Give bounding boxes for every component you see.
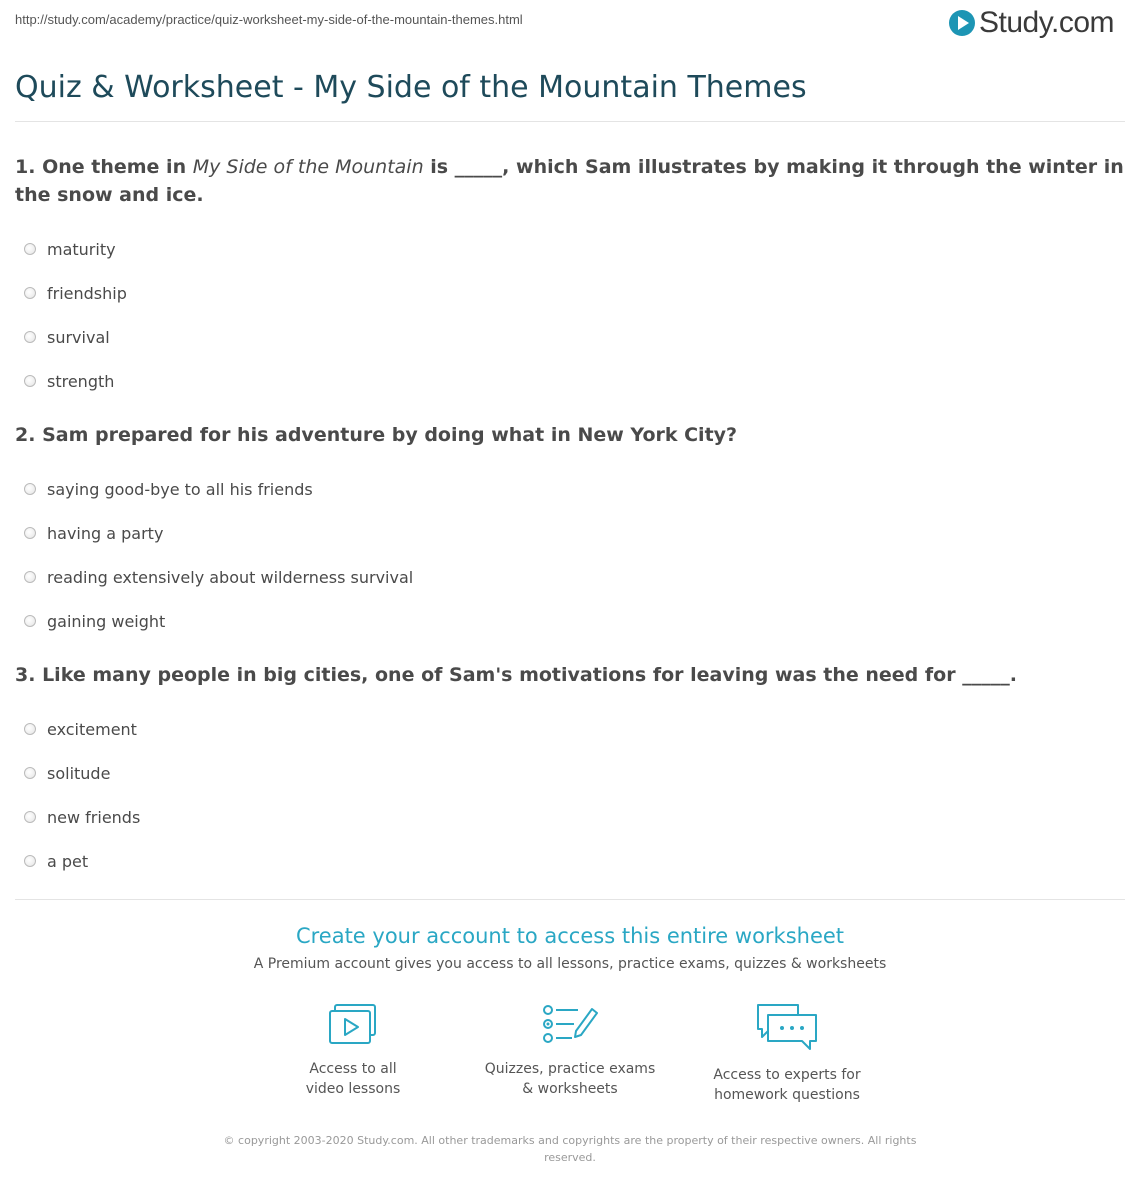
feature-label: Quizzes, practice exams & worksheets [484,1061,656,1097]
radio-button[interactable] [24,483,36,495]
feature-label: Access to experts for homework questions [713,1067,861,1103]
radio-button[interactable] [24,375,36,387]
question-1-options [15,227,1125,403]
answer-option[interactable] [15,707,1125,751]
answer-option[interactable] [15,467,1125,511]
section-divider [15,899,1125,900]
premium-features [0,1003,1140,1105]
answer-option[interactable] [15,839,1125,883]
feature-label: Access to all video lessons [305,1061,401,1097]
option-label: survival [47,327,110,347]
answer-option[interactable] [15,271,1125,315]
question-2-text: 2. Sam prepared for his adventure by doing what in New York City? [15,424,738,446]
question-3 [15,661,1125,883]
copyright-footer: © copyright 2003-2020 Study.com. All other trademarks and copyrights are the property of their respective owners. All rights reserved. [223,1134,917,1164]
video-lessons-icon [327,1003,379,1047]
option-label: solitude [47,763,111,783]
question-1-text: 1. One theme in My Side of the Mountain is _____, which Sam illustrates by making it through the winter in the snow and ice. [15,156,1124,206]
question-1 [15,153,1125,403]
option-label: reading extensively about wilderness survival [47,567,414,587]
page-url: http://study.com/academy/practice/quiz-worksheet-my-side-of-the-mountain-themes.html [15,12,523,27]
feature-video-lessons [245,1003,462,1105]
answer-option[interactable] [15,795,1125,839]
radio-button[interactable] [24,855,36,867]
answer-option[interactable] [15,555,1125,599]
option-label: having a party [47,523,164,543]
question-3-text: 3. Like many people in big cities, one of Sam's motivations for leaving was the need for _____. [15,664,1017,686]
feature-experts [679,1003,896,1105]
answer-option[interactable] [15,599,1125,643]
radio-button[interactable] [24,811,36,823]
feature-quizzes [462,1003,679,1105]
option-label: maturity [47,239,116,259]
option-label: gaining weight [47,611,166,631]
radio-button[interactable] [24,767,36,779]
answer-option[interactable] [15,227,1125,271]
logo-text: Study.com [979,6,1114,39]
cta-title[interactable]: Create your account to access this entire worksheet [295,924,845,948]
question-3-options [15,707,1125,883]
radio-button[interactable] [24,331,36,343]
answer-option[interactable] [15,511,1125,555]
answer-option[interactable] [15,315,1125,359]
question-2-options [15,467,1125,643]
play-logo-icon [949,10,975,36]
option-label: a pet [47,851,89,871]
radio-button[interactable] [24,615,36,627]
option-label: strength [47,371,115,391]
study-logo[interactable] [949,6,1114,40]
radio-button[interactable] [24,723,36,735]
quiz-checklist-icon [542,1003,598,1047]
option-label: friendship [47,283,127,303]
cta-subtitle: A Premium account gives you access to all lessons, practice exams, quizzes & worksheets [253,956,887,972]
option-label: saying good-bye to all his friends [47,479,313,499]
radio-button[interactable] [24,243,36,255]
page-title: Quiz & Worksheet - My Side of the Mountain Themes [15,70,807,105]
signup-cta [0,924,1140,972]
answer-option[interactable] [15,751,1125,795]
radio-button[interactable] [24,527,36,539]
question-2 [15,421,1125,643]
radio-button[interactable] [24,571,36,583]
chat-bubbles-icon [754,1003,820,1053]
answer-option[interactable] [15,359,1125,403]
radio-button[interactable] [24,287,36,299]
option-label: excitement [47,719,137,739]
title-divider [15,121,1125,122]
option-label: new friends [47,807,141,827]
